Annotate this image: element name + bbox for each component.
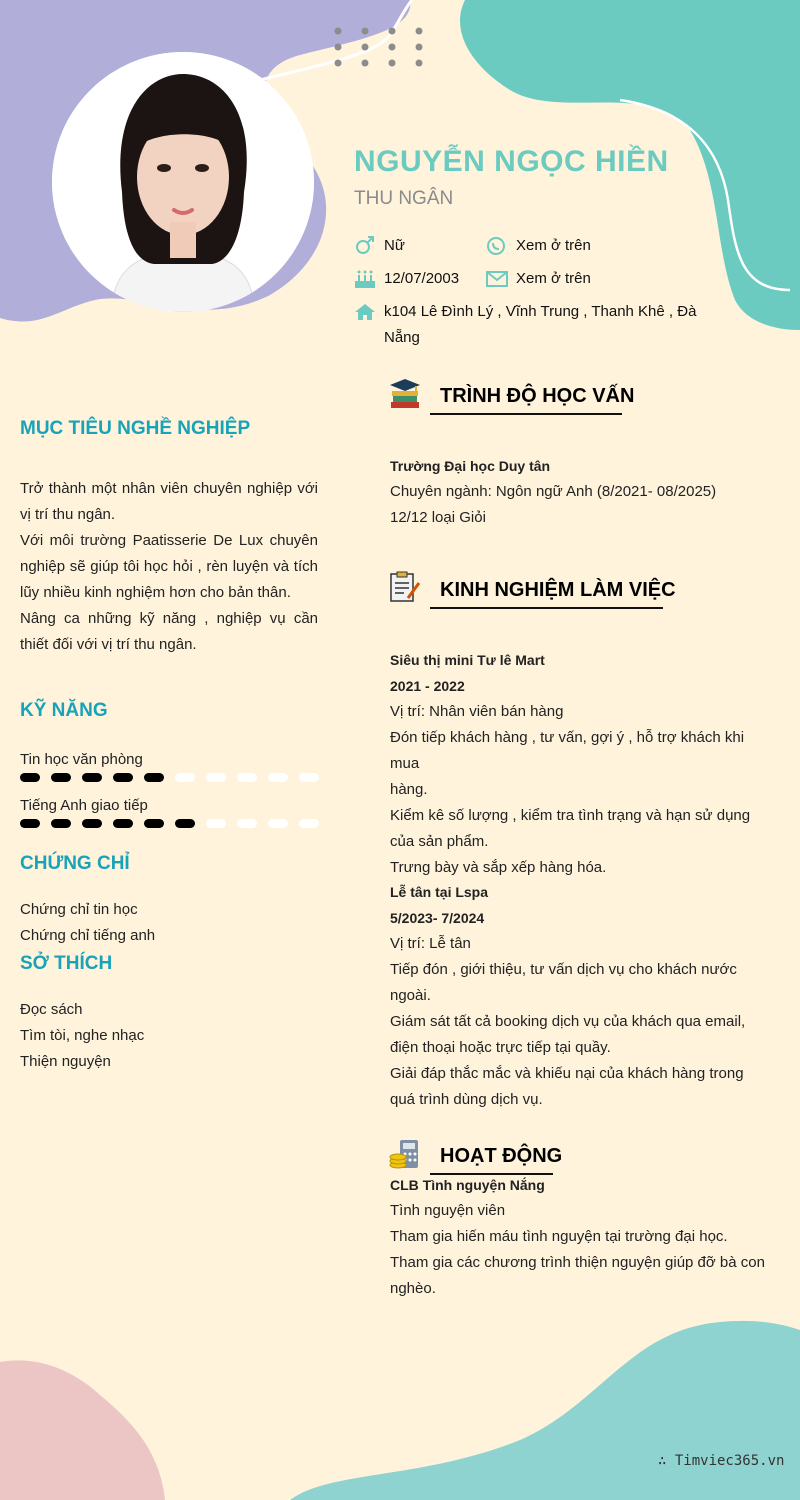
activity-line: Tham gia các chương trình thiện nguyện giúp đỡ bà con xyxy=(390,1254,765,1271)
school-name: Trường Đại học Duy tân xyxy=(390,458,551,474)
skill-label: Tiếng Anh giao tiếp xyxy=(20,797,148,814)
home-icon xyxy=(354,302,376,322)
portrait-illustration xyxy=(52,52,314,312)
activity-org: CLB Tình nguyện Nắng xyxy=(390,1177,545,1193)
job-duty: điện thoại hoặc trực tiếp tại quầy. xyxy=(390,1039,611,1056)
skill-dot-filled xyxy=(82,819,102,828)
job-duty: Giám sát tất cả booking dịch vụ của khách qua email, xyxy=(390,1013,746,1030)
whatsapp-icon xyxy=(486,236,508,256)
objective-text xyxy=(20,476,318,658)
skill-dot-empty xyxy=(206,773,226,782)
candidate-name: NGUYỄN NGỌC HIỀN xyxy=(354,145,669,178)
profile-photo xyxy=(52,52,314,312)
job-position: Vị trí: Nhân viên bán hàng xyxy=(390,703,564,720)
job-duty: quá trình dùng dịch vụ. xyxy=(390,1091,543,1108)
pink-blob xyxy=(0,1360,165,1500)
job-duty: của sản phẩm. xyxy=(390,833,489,850)
job-duty: Đón tiếp khách hàng , tư vấn, gợi ý , hỗ trợ khách khi mua xyxy=(390,729,745,772)
hobby-item: Thiện nguyện xyxy=(20,1053,111,1070)
experience-heading: KINH NGHIỆM LÀM VIỆC xyxy=(440,579,676,601)
skill-label: Tin học văn phòng xyxy=(20,751,143,768)
address-line-1: k104 Lê Đình Lý , Vĩnh Trung , Thanh Khê , Đà xyxy=(384,303,697,320)
mail-icon xyxy=(486,269,508,289)
job-duty: Kiểm kê số lượng , kiểm tra tình trạng và hạn sử dụng xyxy=(390,807,751,824)
hobby-item: Đọc sách xyxy=(20,1001,83,1018)
job-period: 2021 - 2022 xyxy=(390,678,465,694)
skill-dot-empty xyxy=(206,819,226,828)
skill-dot-filled xyxy=(82,773,102,782)
address-row xyxy=(354,299,697,351)
major: Chuyên ngành: Ngôn ngữ Anh (8/2021- 08/2025) xyxy=(390,483,717,500)
clipboard-work-icon xyxy=(388,571,422,603)
skill-dot-filled xyxy=(51,819,71,828)
objective-paragraph: Trở thành một nhân viên chuyên nghiệp với vị trí thu ngân. xyxy=(20,480,318,523)
phone-value: Xem ở trên xyxy=(516,237,591,254)
education-underline xyxy=(430,413,622,415)
activity-line: Tham gia hiến máu tình nguyện tại trường đại học. xyxy=(390,1228,728,1245)
skill-rating xyxy=(20,819,320,829)
hobby-item: Tìm tòi, nghe nhạc xyxy=(20,1027,145,1044)
footer-brand: ∴ Timviec365.vn xyxy=(658,1453,785,1469)
skill-dot-empty xyxy=(237,773,257,782)
education-block xyxy=(390,453,775,531)
birthday-cake-icon xyxy=(354,269,376,289)
education-heading: TRÌNH ĐỘ HỌC VẤN xyxy=(440,385,635,407)
skill-dot-filled xyxy=(20,773,40,782)
certificates-heading: CHỨNG CHỈ xyxy=(20,853,130,874)
graduation-books-icon xyxy=(388,378,422,410)
activity-line: nghèo. xyxy=(390,1280,436,1297)
skill-dot-empty xyxy=(175,773,195,782)
birthday-value: 12/07/2003 xyxy=(384,270,460,287)
job-company: Siêu thị mini Tư lê Mart xyxy=(390,652,545,668)
job-duty: Trưng bày và sắp xếp hàng hóa. xyxy=(390,859,607,876)
job-entry xyxy=(390,647,775,881)
skill-rating xyxy=(20,773,320,783)
job-period: 5/2023- 7/2024 xyxy=(390,910,485,926)
skill-dot-filled xyxy=(113,819,133,828)
activities-heading: HOẠT ĐỘNG xyxy=(440,1145,563,1167)
job-duty: Giải đáp thắc mắc và khiếu nại của khách hàng trong xyxy=(390,1065,744,1082)
candidate-title: THU NGÂN xyxy=(354,188,454,209)
objective-paragraph: Nâng ca những kỹ năng , nghiệp vụ cần thiết đối với vị trí thu ngân. xyxy=(20,610,318,653)
skill-dot-empty xyxy=(268,773,288,782)
hobbies-heading: SỞ THÍCH xyxy=(20,953,113,974)
coins-calculator-icon xyxy=(388,1138,422,1170)
gender-value: Nữ xyxy=(384,237,405,254)
skill-dot-filled xyxy=(175,819,195,828)
job-duty: Tiếp đón , giới thiệu, tư vấn dịch vụ cho khách nước xyxy=(390,961,737,978)
grade: 12/12 loại Giỏi xyxy=(390,509,486,526)
job-entry xyxy=(390,879,775,1113)
skill-dot-filled xyxy=(113,773,133,782)
activity-role: Tình nguyện viên xyxy=(390,1202,506,1219)
objective-heading: MỤC TIÊU NGHỀ NGHIỆP xyxy=(20,418,251,439)
skill-dot-filled xyxy=(144,819,164,828)
hobbies-list xyxy=(20,997,144,1075)
certificates-list xyxy=(20,897,155,949)
objective-paragraph: Với môi trường Paatisserie De Lux chuyên nghiệp sẽ giúp tôi học hỏi , rèn luyện và tích lũy nhiều kinh nghiệm hơn cho bản thân. xyxy=(20,532,318,601)
skills-heading: KỸ NĂNG xyxy=(20,700,108,721)
certificate-item: Chứng chỉ tiếng anh xyxy=(20,927,156,944)
gender-icon xyxy=(354,236,376,256)
address-line-2: Nẵng xyxy=(384,329,420,346)
job-duty: hàng. xyxy=(390,781,428,798)
skill-dot-filled xyxy=(144,773,164,782)
skill-dot-empty xyxy=(237,819,257,828)
activities-block xyxy=(390,1172,775,1302)
skill-dot-empty xyxy=(299,819,319,828)
experience-underline xyxy=(430,607,663,609)
job-company: Lễ tân tại Lspa xyxy=(390,884,489,900)
certificate-item: Chứng chỉ tin học xyxy=(20,901,138,918)
skill-dot-filled xyxy=(51,773,71,782)
job-duty: ngoài. xyxy=(390,987,431,1004)
skill-dot-filled xyxy=(20,819,40,828)
job-position: Vị trí: Lễ tân xyxy=(390,935,471,952)
email-value: Xem ở trên xyxy=(516,270,591,287)
skill-dot-empty xyxy=(299,773,319,782)
teal-bottom-blob xyxy=(290,1321,800,1500)
skill-dot-empty xyxy=(268,819,288,828)
